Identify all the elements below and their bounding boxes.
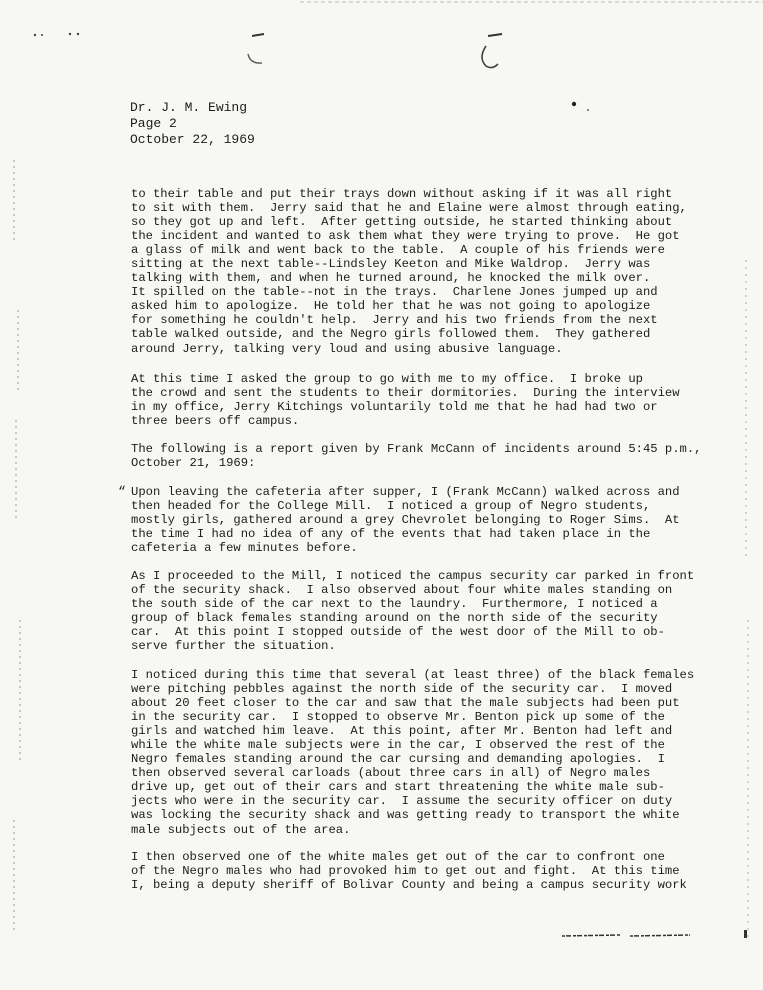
text-line: serve further the situation. bbox=[131, 639, 336, 654]
text-line: I then observed one of the white males get out of the car to confront one bbox=[131, 850, 665, 864]
body-paragraph bbox=[131, 850, 731, 892]
opening-quote-mark: “ bbox=[118, 484, 126, 499]
text-line: As I proceeded to the Mill, I noticed the campus security car parked in front bbox=[131, 569, 695, 583]
text-line: a glass of milk and went back to the table. A couple of his friends were bbox=[131, 243, 665, 258]
text-line: car. At this point I stopped outside of the west door of the Mill to ob- bbox=[131, 625, 665, 640]
text-line: so they got up and left. After getting outside, he started thinking about bbox=[131, 215, 673, 230]
text-line: the crowd and sent the students to their dormitories. During the interview bbox=[131, 386, 680, 401]
text-line: of the security shack. I also observed about four white males standing on bbox=[131, 583, 673, 598]
body-paragraph bbox=[131, 187, 731, 356]
text-line: table walked outside, and the Negro girls followed them. They gathered bbox=[131, 327, 651, 342]
text-line: while the white male subjects were in the car, I observed the rest of the bbox=[131, 738, 665, 753]
speck-mark bbox=[568, 98, 598, 118]
text-line: mostly girls, gathered around a grey Chevrolet belonging to Roger Sims. At bbox=[131, 513, 680, 528]
corner-speck-mark bbox=[30, 30, 90, 40]
text-line: was locking the security shack and was getting ready to transport the white bbox=[131, 808, 680, 823]
text-line: sitting at the next table--Lindsley Keeton and Mike Waldrop. Jerry was bbox=[131, 257, 651, 272]
punch-hole-mark-left bbox=[242, 30, 272, 70]
text-line: girls and watched him leave. At this point, after Mr. Benton had left and bbox=[131, 724, 673, 739]
recipient-name: Dr. J. M. Ewing bbox=[130, 100, 248, 115]
text-line: asked him to apologize. He told her that he was not going to apologize bbox=[131, 299, 651, 314]
text-line: Negro females standing around the car cursing and demanding apologies. I bbox=[131, 752, 665, 767]
top-edge-line bbox=[300, 0, 763, 6]
text-line: then observed several carloads (about three cars in all) of Negro males bbox=[131, 766, 651, 781]
body-paragraph bbox=[131, 442, 731, 470]
body-paragraph bbox=[131, 485, 731, 555]
text-line: in the security car. I stopped to observe Mr. Benton pick up some of the bbox=[131, 710, 665, 725]
text-line: to sit with them. Jerry said that he and Elaine were almost through eating, bbox=[131, 201, 687, 216]
text-line: about 20 feet closer to the car and saw that the male subjects had been put bbox=[131, 696, 680, 711]
bottom-smudge-mark bbox=[560, 930, 700, 942]
page-number: Page 2 bbox=[130, 116, 177, 131]
letter-header bbox=[130, 100, 255, 148]
body-paragraph bbox=[131, 372, 731, 428]
text-line: cafeteria a few minutes before. bbox=[131, 541, 358, 556]
text-line: October 21, 1969: bbox=[131, 456, 256, 471]
text-line: to their table and put their trays down without asking if it was all right bbox=[131, 187, 673, 201]
text-line: I noticed during this time that several (at least three) of the black females bbox=[131, 668, 695, 682]
text-line: around Jerry, talking very loud and using abusive language. bbox=[131, 341, 563, 356]
text-line: talking with them, and when he turned around, he knocked the milk over. bbox=[131, 271, 651, 286]
text-line: I, being a deputy sheriff of Bolivar County and being a campus security work bbox=[131, 878, 687, 893]
text-line: the south side of the car next to the laundry. Furthermore, I noticed a bbox=[131, 597, 658, 612]
text-line: At this time I asked the group to go with me to my office. I broke up bbox=[131, 372, 643, 386]
text-line: Upon leaving the cafeteria after supper, I (Frank McCann) walked across and bbox=[131, 485, 680, 499]
text-line: group of black females standing around on the north side of the security bbox=[131, 611, 658, 626]
text-line: were pitching pebbles against the north side of the security car. I moved bbox=[131, 682, 673, 697]
text-line: The following is a report given by Frank McCann of incidents around 5:45 p.m., bbox=[131, 442, 702, 456]
punch-hole-mark-right bbox=[474, 28, 510, 74]
text-line: the incident and wanted to ask them what they were trying to prove. He got bbox=[131, 229, 680, 244]
letter-date: October 22, 1969 bbox=[130, 132, 255, 147]
text-line: jects who were in the security car. I assume the security officer on duty bbox=[131, 794, 673, 809]
text-line: then headed for the College Mill. I noticed a group of Negro students, bbox=[131, 499, 651, 514]
body-paragraph bbox=[131, 569, 731, 653]
body-paragraph bbox=[131, 668, 731, 837]
text-line: the time I had no idea of any of the events that had taken place in the bbox=[131, 527, 651, 542]
text-line: It spilled on the table--not in the trays. Charlene Jones jumped up and bbox=[131, 285, 658, 300]
right-edge-scan-mark bbox=[730, 60, 763, 960]
text-line: in my office, Jerry Kitchings voluntarily told me that he had had two or bbox=[131, 400, 658, 415]
left-edge-scan-mark bbox=[0, 60, 30, 960]
text-line: male subjects out of the area. bbox=[131, 822, 351, 837]
text-line: three beers off campus. bbox=[131, 414, 300, 429]
text-line: drive up, get out of their cars and start threatening the white male sub- bbox=[131, 780, 665, 795]
text-line: of the Negro males who had provoked him to get out and fight. At this time bbox=[131, 864, 680, 879]
text-line: for something he couldn't help. Jerry and his two friends from the next bbox=[131, 313, 658, 328]
